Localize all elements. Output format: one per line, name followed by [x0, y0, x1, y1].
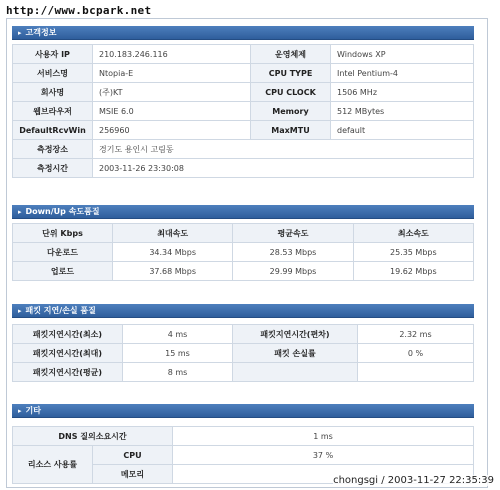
- customer-label: 측정장소: [13, 140, 93, 159]
- speed-section: [12, 205, 474, 281]
- customer-value: default: [331, 121, 474, 140]
- customer-value: 경기도 용인시 고림동: [93, 140, 474, 159]
- upload-label: 업로드: [13, 262, 113, 281]
- speed-header-row: [13, 224, 474, 243]
- packet-value: 0 %: [358, 344, 474, 363]
- packet-table: [12, 324, 474, 382]
- packet-section-title: 패킷 지연/손실 품질: [25, 305, 96, 315]
- customer-label: Memory: [251, 102, 331, 121]
- packet-label: 패킷지연시간(편차): [233, 325, 358, 344]
- speed-row-upload: [13, 262, 474, 281]
- cpu-label: CPU: [93, 446, 173, 465]
- packet-value: 8 ms: [123, 363, 233, 382]
- packet-label: 패킷지연시간(최대): [13, 344, 123, 363]
- chevron-right-icon: ▸: [18, 207, 22, 216]
- customer-label: 운영체제: [251, 45, 331, 64]
- customer-section-header: [12, 26, 474, 40]
- upload-avg: 29.99 Mbps: [233, 262, 353, 281]
- packet-label: 패킷 손실률: [233, 344, 358, 363]
- customer-value: 512 MBytes: [331, 102, 474, 121]
- chevron-right-icon: ▸: [18, 28, 22, 37]
- customer-label: 측정시간: [13, 159, 93, 178]
- customer-value: Windows XP: [331, 45, 474, 64]
- packet-row: [13, 363, 474, 382]
- site-url: http://www.bcpark.net: [6, 4, 152, 17]
- chevron-right-icon: ▸: [18, 406, 22, 415]
- speed-header-unit: 단위 Kbps: [13, 224, 113, 243]
- speed-section-header: [12, 205, 474, 219]
- chevron-right-icon: ▸: [18, 306, 22, 315]
- speed-row-download: [13, 243, 474, 262]
- download-avg: 28.53 Mbps: [233, 243, 353, 262]
- speed-table: [12, 223, 474, 281]
- customer-value: 1506 MHz: [331, 83, 474, 102]
- customer-label: 회사명: [13, 83, 93, 102]
- customer-label: CPU TYPE: [251, 64, 331, 83]
- cpu-row: [13, 446, 474, 465]
- cpu-value: 37 %: [173, 446, 474, 465]
- download-max: 34.34 Mbps: [113, 243, 233, 262]
- customer-value: 210.183.246.116: [93, 45, 251, 64]
- upload-min: 19.62 Mbps: [353, 262, 473, 281]
- etc-section: [12, 404, 474, 484]
- resource-label: 리소스 사용률: [13, 446, 93, 484]
- customer-value: 256960: [93, 121, 251, 140]
- customer-row: [13, 83, 474, 102]
- memory-label: 메모리: [93, 465, 173, 484]
- dns-row: [13, 427, 474, 446]
- customer-table: [12, 44, 474, 178]
- packet-value: [358, 363, 474, 382]
- customer-value: Ntopia-E: [93, 64, 251, 83]
- customer-row: [13, 121, 474, 140]
- customer-value: (주)KT: [93, 83, 251, 102]
- customer-row: [13, 45, 474, 64]
- dns-label: DNS 질의소요시간: [13, 427, 173, 446]
- packet-section: [12, 304, 474, 382]
- packet-section-header: [12, 304, 474, 318]
- etc-section-title: 기타: [25, 405, 41, 415]
- speed-header-avg: 평균속도: [233, 224, 353, 243]
- download-label: 다운로드: [13, 243, 113, 262]
- customer-section: [12, 26, 474, 178]
- customer-label: DefaultRcvWin: [13, 121, 93, 140]
- etc-section-header: [12, 404, 474, 418]
- download-min: 25.35 Mbps: [353, 243, 473, 262]
- customer-label: 웹브라우저: [13, 102, 93, 121]
- speed-section-title: Down/Up 속도품질: [25, 206, 100, 216]
- packet-row: [13, 344, 474, 363]
- packet-value: 15 ms: [123, 344, 233, 363]
- customer-row: [13, 64, 474, 83]
- customer-row: [13, 140, 474, 159]
- customer-label: 사용자 IP: [13, 45, 93, 64]
- customer-label: 서비스명: [13, 64, 93, 83]
- customer-value: Intel Pentium-4: [331, 64, 474, 83]
- dns-value: 1 ms: [173, 427, 474, 446]
- packet-row: [13, 325, 474, 344]
- customer-row: [13, 159, 474, 178]
- packet-label: 패킷지연시간(최소): [13, 325, 123, 344]
- customer-section-title: 고객정보: [25, 27, 57, 37]
- packet-label: [233, 363, 358, 382]
- customer-row: [13, 102, 474, 121]
- speed-header-max: 최대속도: [113, 224, 233, 243]
- upload-max: 37.68 Mbps: [113, 262, 233, 281]
- customer-value: 2003-11-26 23:30:08: [93, 159, 474, 178]
- packet-value: 4 ms: [123, 325, 233, 344]
- customer-label: MaxMTU: [251, 121, 331, 140]
- speed-header-min: 최소속도: [353, 224, 473, 243]
- customer-label: CPU CLOCK: [251, 83, 331, 102]
- packet-value: 2.32 ms: [358, 325, 474, 344]
- packet-label: 패킷지연시간(평균): [13, 363, 123, 382]
- customer-value: MSIE 6.0: [93, 102, 251, 121]
- timestamp-watermark: chongsgi / 2003-11-27 22:35:39: [333, 475, 494, 486]
